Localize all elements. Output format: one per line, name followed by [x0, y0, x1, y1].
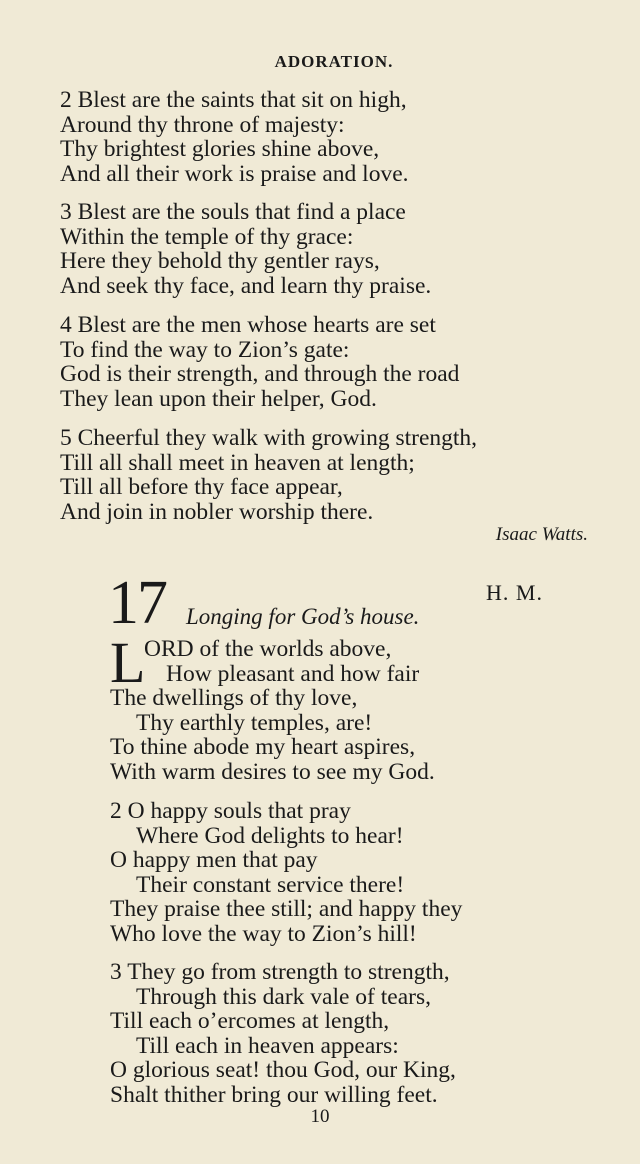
verse-line: To find the way to Zion’s gate: — [60, 336, 350, 363]
verse-line: 4 Blest are the men whose hearts are set — [60, 312, 436, 338]
verse-line: O glorious seat! thou God, our King, — [110, 1057, 456, 1084]
verse-line: Till each o’ercomes at length, — [110, 1008, 390, 1035]
stanza-2 — [60, 88, 409, 186]
verse-line: O happy men that pay — [110, 847, 318, 874]
verse-line: Thy earthly temples, are! — [136, 709, 373, 736]
hymn-number: 17 — [108, 569, 166, 637]
hymn-title: Longing for God’s house. — [186, 604, 420, 629]
hymn-stanza-1 — [110, 637, 435, 785]
verse-line: Within the temple of thy grace: — [60, 223, 354, 250]
verse-line: And join in nobler worship there. — [60, 498, 374, 525]
verse-line: ORD of the worlds above, — [144, 636, 392, 662]
verse-line: The dwellings of thy love, — [110, 685, 358, 712]
verse-line: Till all before thy face appear, — [60, 474, 343, 501]
verse-line: To thine abode my heart aspires, — [110, 734, 416, 761]
verse-line: Till all shall meet in heaven at length; — [60, 449, 415, 476]
verse-line: 2 Blest are the saints that sit on high, — [60, 87, 407, 113]
hymn-stanza-3 — [110, 960, 456, 1108]
verse-line: Till each in heaven appears: — [136, 1032, 399, 1059]
verse-line: Their constant service there! — [136, 871, 405, 898]
verse-line: They praise thee still; and happy they — [110, 896, 463, 923]
verse-line: Thy brightest glories shine above, — [60, 136, 380, 163]
verse-line: Through this dark vale of tears, — [136, 983, 431, 1010]
section-header: ADORATION. — [274, 52, 394, 71]
drop-cap: L — [110, 630, 146, 695]
verse-line: 3 They go from strength to strength, — [110, 959, 450, 985]
verse-line: 5 Cheerful they walk with growing strength, — [60, 425, 478, 451]
stanza-5 — [60, 426, 477, 524]
verse-line: How pleasant and how fair — [166, 660, 420, 687]
verse-line: With warm desires to see my God. — [110, 758, 435, 785]
verse-line: They lean upon their helper, God. — [60, 385, 377, 412]
verse-line: Who love the way to Zion’s hill! — [110, 920, 417, 947]
author-attribution: Isaac Watts. — [495, 524, 588, 545]
page-number: 10 — [310, 1106, 330, 1127]
verse-line: Around thy throne of majesty: — [60, 111, 345, 138]
verse-line: And all their work is praise and love. — [60, 160, 409, 187]
stanza-3 — [60, 200, 431, 298]
hymn-meter: H. M. — [486, 580, 543, 605]
verse-line: Here they behold thy gentler rays, — [60, 248, 380, 275]
verse-line: Shalt thither bring our willing feet. — [110, 1081, 438, 1108]
stanza-4 — [60, 313, 459, 411]
verse-line: And seek thy face, and learn thy praise. — [60, 272, 432, 299]
verse-line: Where God delights to hear! — [136, 822, 404, 849]
verse-line: 2 O happy souls that pray — [110, 798, 351, 824]
hymn-stanza-2 — [110, 799, 462, 947]
verse-line: God is their strength, and through the road — [60, 361, 460, 388]
verse-line: 3 Blest are the souls that find a place — [60, 199, 406, 225]
